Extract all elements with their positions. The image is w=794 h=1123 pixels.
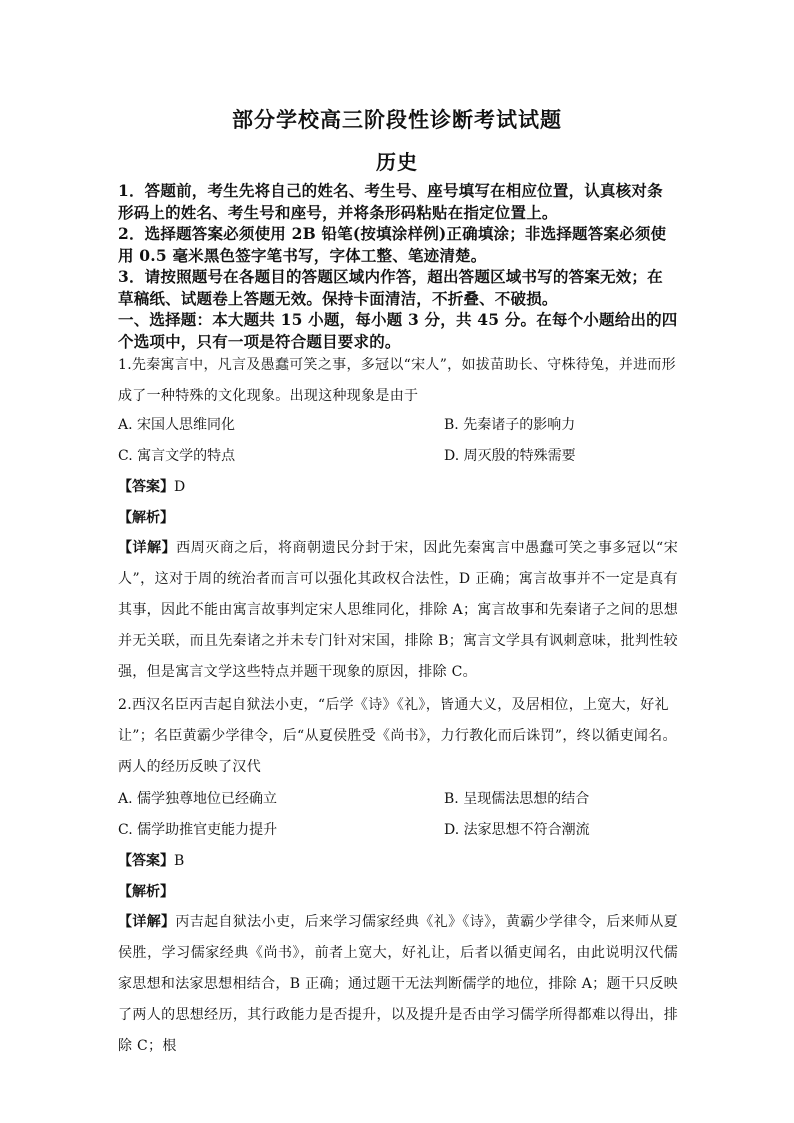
question-1-analysis-tag (118, 508, 174, 528)
instruction-3: 3．请按照题号在各题目的答题区域内作答，超出答题区域书写的答案无效；在草稿纸、试题卷上答题无效。保持卡面清洁，不折叠、不破损。 (118, 267, 663, 308)
question-1-answer (118, 477, 185, 497)
question-2-answer (118, 851, 184, 871)
analysis-tag: 【解析】 (118, 884, 174, 900)
question-1-detail (118, 533, 678, 688)
question-1-option-d: D. 周灭殷的特殊需要 (444, 448, 576, 464)
analysis-tag: 【解析】 (118, 510, 174, 526)
detail-text: 丙吉起自狱法小吏，后来学习儒家经典《礼》《诗》，黄霸少学律令，后来师从夏侯胜，学习儒家经典《尚书》，前者上宽大，好礼让，后者以循吏闻名，由此说明汉代儒家思想和法家思想相结合，B 正确；通过题干无法判断儒学的地位，排除 A；题干只反映了两人的思想经历，其行政能力是否提升，以及提升是否由学习儒学所得都难以得出，排除 C；根 (118, 914, 678, 1054)
question-1-option-a: A. 宋国人思维同化 (118, 417, 236, 433)
question-2-option-c: C. 儒学助推官吏能力提升 (118, 822, 278, 838)
question-2-analysis-tag (118, 882, 174, 902)
instruction-1: 1．答题前，考生先将自己的姓名、考生号、座号填写在相应位置，认真核对条形码上的姓名、考生号和座号，并将条形码粘贴在指定位置上。 (118, 181, 663, 222)
question-1-option-c: C. 寓言文学的特点 (118, 448, 236, 464)
question-1-stem: 1.先秦寓言中，凡言及愚蠢可笑之事，多冠以“宋人”，如拔苗助长、守株待兔，并进而形成了一种特殊的文化现象。出现这种现象是由于 (118, 357, 676, 404)
section-heading: 一、选择题：本大题共 15 小题，每小题 3 分，共 45 分。在每个小题给出的四个选项中，只有一项是符合题目要求的。 (118, 310, 678, 351)
answer-value: D (174, 479, 186, 495)
question-2-option-a: A. 儒学独尊地位已经确立 (118, 791, 278, 807)
question-2-detail (118, 907, 678, 1062)
question-2-option-d: D. 法家思想不符合潮流 (444, 822, 590, 838)
subject-title: 历史 (376, 150, 418, 174)
instruction-2: 2．选择题答案必须使用 2B 铅笔(按填涂样例)正确填涂；非选择题答案必须使用 0.5 毫米黑色签字笔书写，字体工整、笔迹清楚。 (118, 224, 667, 265)
question-1-option-b: B. 先秦诸子的影响力 (444, 417, 576, 433)
detail-text: 西周灭商之后，将商朝遗民分封于宋，因此先秦寓言中愚蠢可笑之事多冠以“宋人”，这对于周的统治者而言可以强化其政权合法性，D 正确；寓言故事并不一定是真有其事，因此不能由寓言故事判定宋人思维同化，排除 A；寓言故事和先秦诸子之间的思想并无关联，而且先秦诸之并未专门针对宋国，排除 B；寓言文学具有讽刺意味，批判性较强，但是寓言文学这些特点并题干现象的原因，排除 C。 (118, 540, 679, 680)
answer-value: B (174, 853, 185, 869)
detail-tag: 【详解】 (118, 914, 176, 930)
question-2-option-b: B. 呈现儒法思想的结合 (444, 791, 590, 807)
answer-tag: 【答案】 (118, 479, 174, 495)
answer-tag: 【答案】 (118, 853, 174, 869)
question-2-stem: 2.西汉名臣丙吉起自狱法小吏，“后学《诗》《礼》，皆通大义，及居相位，上宽大，好礼让”；名臣黄霸少学律令，后“从夏侯胜受《尚书》，力行教化而后诛罚”，终以循吏闻名。两人的经历反映了汉代 (118, 697, 677, 775)
detail-tag: 【详解】 (118, 540, 177, 556)
page-title: 部分学校高三阶段性诊断考试试题 (232, 107, 562, 132)
